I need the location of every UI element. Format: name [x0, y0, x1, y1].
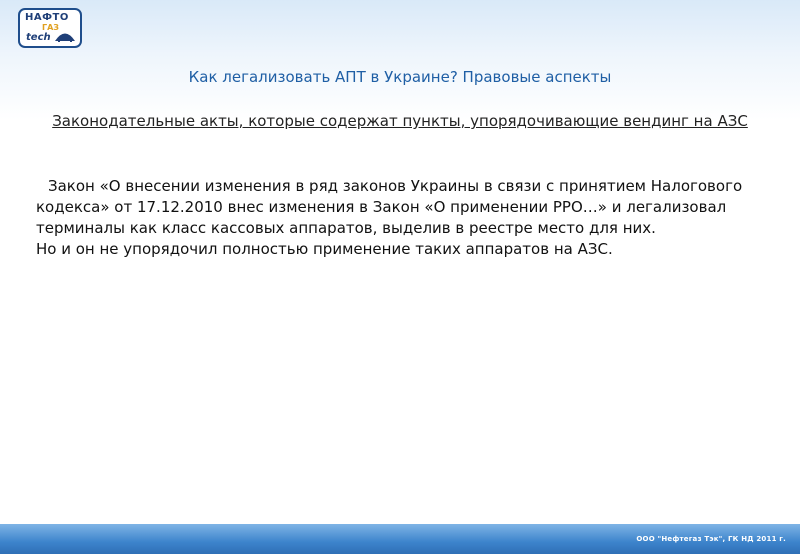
slide-title: Как легализовать АПТ в Украине? Правовые аспекты [188, 68, 612, 86]
company-logo [18, 8, 82, 48]
section-subtitle: Законодательные акты, которые содержат пункты, упорядочивающие вендинг на АЗС [52, 112, 748, 130]
logo-line-3: tech [26, 32, 51, 43]
paragraph: Закон «О внесении изменения в ряд законов Украины в связи с принятием Налогового кодекса» от 17.12.2010 внес изменения в Закон «О применении РРО…» и легализовал терминалы как класс кассовых аппаратов, выделив в реестре место для них. [36, 177, 743, 237]
logo-line-1: НАФТО [25, 12, 69, 23]
footer-copyright: ООО "Нефтегаз Тэк", ГК НД 2011 г. [636, 535, 786, 543]
body-text [36, 176, 760, 260]
logo-line-2: ГАЗ [42, 23, 59, 32]
arch-icon [54, 28, 76, 42]
paragraph: Но и он не упорядочил полностью применение таких аппаратов на АЗС. [36, 240, 613, 258]
header-band [0, 0, 800, 120]
